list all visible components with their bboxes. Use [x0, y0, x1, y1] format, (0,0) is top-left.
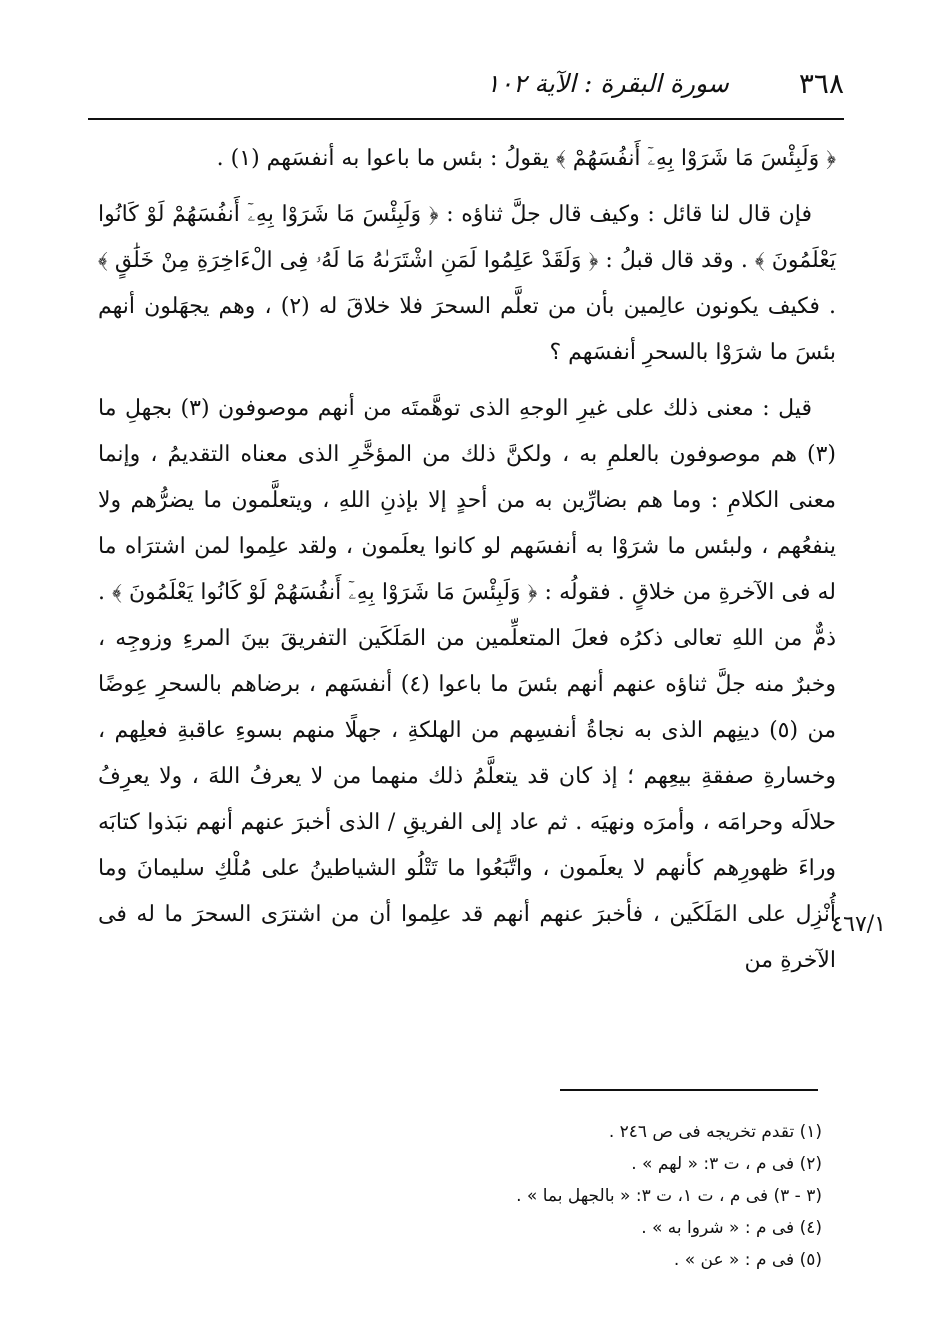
- margin-note: ٤٦٧/١: [831, 912, 886, 937]
- running-title: سورة البقرة : الآية ١٠٢: [486, 68, 729, 98]
- footnote-4: (٤) فى م : « شروا به » .: [641, 1218, 822, 1238]
- page-header: [90, 58, 844, 108]
- paragraph-3: قيل : معنى ذلك على غيرِ الوجهِ الذى توهَّمتَه من أنهم موصوفون (٣) بجهلِ ما (٣) هم موصوفون بالعلمِ به ، ولكنَّ ذلك من المؤخَّرِ الذى معناه التقديمُ ، وإنما معنى الكلامِ : وما هم بضارِّين به من أحدٍ إلا بإذنِ اللهِ ، ويتعلَّمون ما يضرُّهم ولا ينفعُهم ، ولبئس ما شرَوْا به أنفسَهم لو كانوا يعلَمون ، ولقد علِموا لمن اشترَاه ما له فى الآخرةِ من خلاقٍ . فقولُه : ﴿ وَلَبِئْسَ مَا شَرَوْا بِهِۦٓ أَنفُسَهُمْ لَوْ كَانُوا يَعْلَمُونَ ﴾ . ذمٌّ من اللهِ تعالى ذكرُه فعلَ المتعلِّمين من المَلَكَين التفريقَ بينَ المرءِ وزوجِه ، وخبرٌ منه جلَّ ثناؤه عنهم أنهم بئسَ ما باعوا (٤) أنفسَهم ، برضاهم بالسحرِ عِوضًا من (٥) دينِهم الذى به نجاةُ أنفسِهم من الهلكةِ ، جهلًا منهم بسوءِ عاقبةِ فعلِهم ، وخسارةِ صفقةِ بيعِهم ؛ إذ كان قد يتعلَّمُ ذلك منهما من لا يعرفُ اللهَ ، ولا يعرِفُ حلالَه وحرامَه ، وأمرَه ونهيَه . ثم عاد إلى الفريقِ / الذى أخبرَ عنهم أنهم نبَذوا كتابَه وراءَ ظهورِهم كأنهم لا يعلَمون ، واتَّبَعُوا ما تَتْلُو الشياطينُ على مُلْكِ سليمانَ وما أُنْزِل على المَلَكَين ، فأخبرَ عنهم أنهم قد علِموا أن من اشترَى السحرَ ما له فى الآخرةِ من: [98, 396, 837, 973]
- footnote-3: (٣ - ٣) فى م ، ت ١، ت ٣: « بالجهل بما » .: [516, 1186, 822, 1206]
- footnote-rule: [560, 1089, 818, 1091]
- paragraph-2: فإن قال لنا قائل : وكيف قال جلَّ ثناؤه : ﴿ وَلَبِئْسَ مَا شَرَوْا بِهِۦٓ أَنفُسَهُمْ لَوْ كَانُوا يَعْلَمُونَ ﴾ . وقد قال قبلُ : ﴿ وَلَقَدْ عَلِمُوا لَمَنِ اشْتَرَىٰهُ مَا لَهُۥ فِى الْءَاخِرَةِ مِنْ خَلَٰقٍ ﴾ . فكيف يكونون عالِمين بأن من تعلَّم السحرَ فلا خلاقَ له (٢) ، وهم يجهَلون أنهم بئسَ ما شرَوْا بالسحرِ أنفسَهم ؟: [98, 202, 836, 365]
- paragraph-1: ﴿ وَلَبِئْسَ مَا شَرَوْا بِهِۦٓ أَنفُسَهُمْ ﴾ يقولُ : بئس ما باعوا به أنفسَهم (١) .: [216, 146, 836, 171]
- header-rule: [88, 118, 844, 120]
- body-text: [98, 136, 836, 994]
- footnote-5: (٥) فى م : « عن » .: [673, 1250, 822, 1270]
- footnotes: [100, 1116, 822, 1276]
- footnote-2: (٢) فى م ، ت ٣: « لهم » .: [631, 1154, 822, 1174]
- footnote-1: (١) تقدم تخريجه فى ص ٢٤٦ .: [608, 1122, 822, 1142]
- page-number: ٣٦٨: [798, 66, 844, 100]
